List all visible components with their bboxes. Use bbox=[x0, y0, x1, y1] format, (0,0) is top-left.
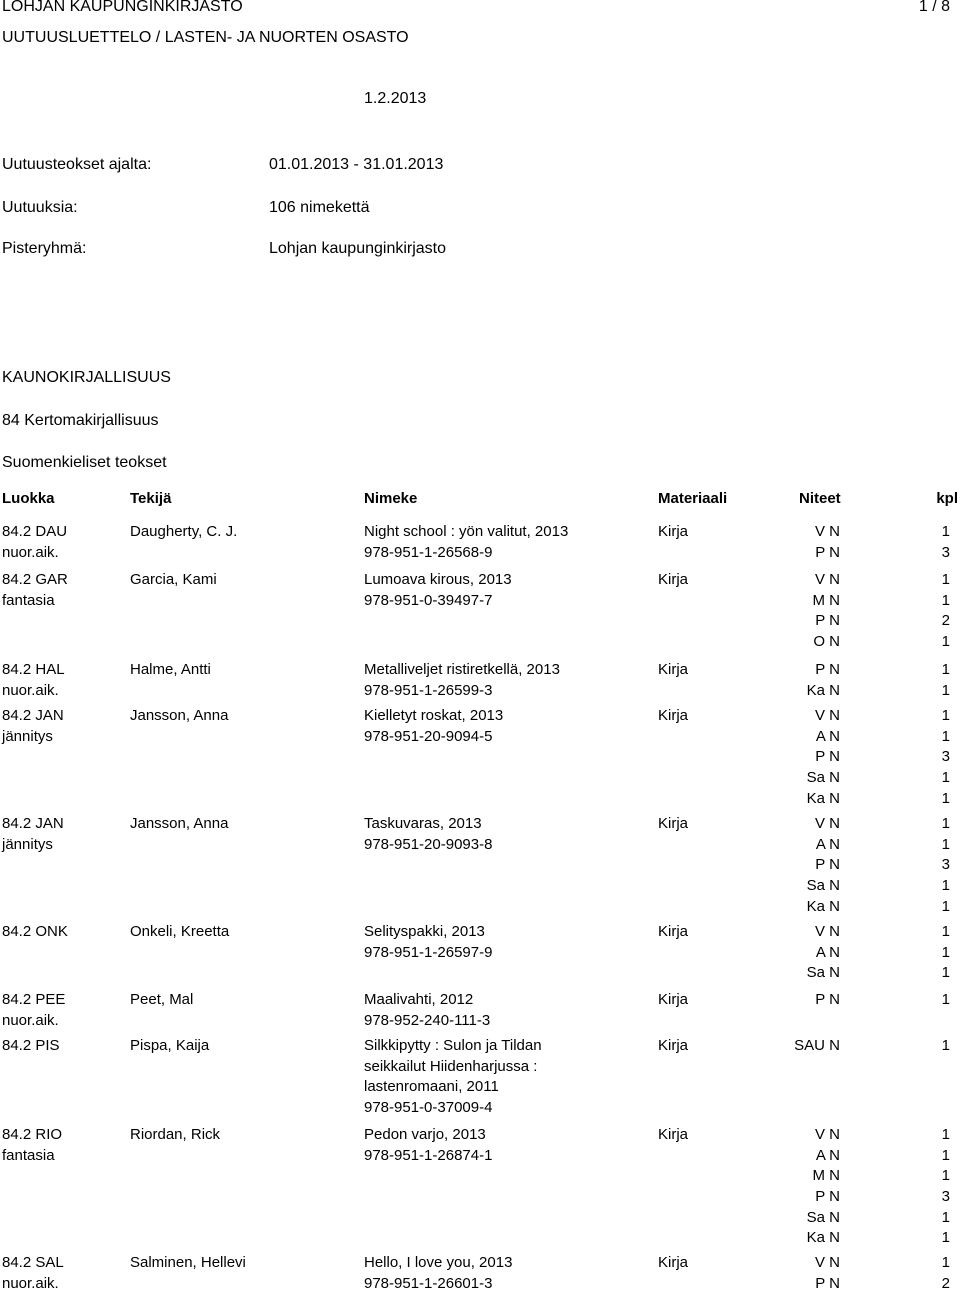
entry-count bbox=[942, 660, 950, 701]
entry-author-text: Peet, Mal bbox=[130, 991, 194, 1008]
entry-count-line: 3 bbox=[941, 1188, 950, 1206]
entry-title-line: Selityspakki, 2013 bbox=[364, 923, 485, 940]
entry-title bbox=[364, 1253, 654, 1294]
entry-material bbox=[658, 570, 688, 591]
period-label: Uutuusteokset ajalta: bbox=[2, 156, 152, 173]
entry-copies-line: V N bbox=[814, 523, 840, 540]
entry-count-line: 1 bbox=[941, 661, 950, 678]
entry-title-line: 978-951-20-9093-8 bbox=[364, 835, 493, 853]
entry-count-line: 1 bbox=[941, 1208, 950, 1226]
subsection-heading: 84 Kertomakirjallisuus bbox=[2, 412, 159, 429]
entry-copies-line: P N bbox=[815, 661, 840, 678]
entry-class bbox=[2, 1125, 62, 1166]
entry-title bbox=[364, 660, 654, 701]
entry-copies-line: P N bbox=[815, 543, 840, 561]
entry-material bbox=[658, 660, 688, 681]
entry-count-line: 1 bbox=[941, 991, 950, 1008]
entry-title bbox=[364, 1125, 654, 1166]
entry-title bbox=[364, 706, 654, 747]
entry-count-line: 3 bbox=[941, 856, 950, 874]
entry-author bbox=[130, 1125, 220, 1146]
entry-title bbox=[364, 570, 654, 611]
entry-copies-line: Sa N bbox=[806, 964, 840, 982]
entry-title-line: 978-951-1-26599-3 bbox=[364, 681, 493, 699]
entry-material bbox=[658, 990, 688, 1011]
entry-class bbox=[2, 570, 68, 611]
entry-class-line: fantasia bbox=[2, 591, 55, 609]
entry-copies-line: P N bbox=[815, 856, 840, 874]
entry-copies-line: O N bbox=[813, 633, 840, 651]
entry-class-line: nuor.aik. bbox=[2, 543, 59, 561]
entry-material bbox=[658, 1253, 688, 1274]
column-header-tekija: Tekijä bbox=[130, 490, 172, 507]
entry-count-line: 1 bbox=[941, 1146, 950, 1164]
entry-title-line: lastenromaani, 2011 bbox=[364, 1078, 499, 1096]
entry-title-line: Pedon varjo, 2013 bbox=[364, 1126, 486, 1143]
entry-title bbox=[364, 814, 654, 855]
group-label: Pisteryhmä: bbox=[2, 240, 87, 257]
entry-copies bbox=[807, 1125, 840, 1249]
entry-copies-line: V N bbox=[814, 923, 840, 940]
entry-author bbox=[130, 706, 228, 727]
entry-copies-line: P N bbox=[815, 612, 840, 630]
entry-count bbox=[942, 990, 950, 1011]
entry-material bbox=[658, 1036, 688, 1057]
entry-title-line: Hello, I love you, 2013 bbox=[364, 1254, 513, 1271]
entry-material bbox=[658, 814, 688, 835]
entry-material bbox=[658, 522, 688, 543]
entry-class bbox=[2, 660, 65, 701]
entry-count bbox=[942, 706, 950, 809]
entry-class bbox=[2, 706, 64, 747]
entry-title-line: 978-951-1-26597-9 bbox=[364, 943, 493, 961]
entry-copies-line: P N bbox=[815, 1188, 840, 1206]
entry-copies-line: Ka N bbox=[806, 789, 840, 807]
entry-class-line: nuor.aik. bbox=[2, 681, 59, 699]
count-label: Uutuuksia: bbox=[2, 199, 78, 216]
entry-title-line: Kielletyt roskat, 2013 bbox=[364, 707, 504, 724]
period-value: 01.01.2013 - 31.01.2013 bbox=[269, 156, 444, 173]
entry-copies-line: P N bbox=[815, 748, 840, 766]
entry-class-line: nuor.aik. bbox=[2, 1011, 59, 1029]
entry-copies bbox=[807, 922, 840, 984]
column-header-nimeke: Nimeke bbox=[364, 490, 418, 507]
entry-count-line: 1 bbox=[941, 897, 950, 915]
entry-count-line: 1 bbox=[941, 964, 950, 982]
entry-class-line: fantasia bbox=[2, 1146, 55, 1164]
entry-copies-line: SAU N bbox=[794, 1037, 840, 1054]
section-heading: KAUNOKIRJALLISUUS bbox=[2, 369, 171, 386]
entry-count-line: 1 bbox=[941, 571, 950, 588]
entry-title-line: 978-951-0-37009-4 bbox=[364, 1099, 493, 1117]
entry-count bbox=[942, 814, 950, 917]
entry-copies bbox=[794, 1036, 840, 1057]
entry-count-line: 1 bbox=[941, 523, 950, 540]
language-heading: Suomenkieliset teokset bbox=[2, 454, 167, 471]
entry-copies-line: Ka N bbox=[806, 681, 840, 699]
entry-author bbox=[130, 522, 237, 543]
list-title: UUTUUSLUETTELO / LASTEN- JA NUORTEN OSASTO bbox=[2, 29, 409, 46]
entry-count-line: 1 bbox=[941, 1229, 950, 1247]
entry-count-line: 1 bbox=[941, 789, 950, 807]
entry-count-line: 1 bbox=[941, 1037, 950, 1054]
entry-title bbox=[364, 522, 654, 563]
list-date: 1.2.2013 bbox=[364, 90, 427, 107]
entry-count-line: 1 bbox=[941, 591, 950, 609]
entry-count-line: 1 bbox=[941, 681, 950, 699]
entry-author bbox=[130, 570, 217, 591]
entry-title-line: 978-951-1-26874-1 bbox=[364, 1146, 493, 1164]
entry-class-line: 84.2 PIS bbox=[2, 1037, 60, 1054]
entry-title-line: Silkkipytty : Sulon ja Tildan bbox=[364, 1037, 542, 1054]
entry-material-text: Kirja bbox=[658, 571, 689, 588]
entry-count-line: 1 bbox=[941, 633, 950, 651]
entry-author-text: Garcia, Kami bbox=[130, 571, 217, 588]
entry-count bbox=[942, 1036, 950, 1057]
entry-title bbox=[364, 990, 654, 1031]
entry-class bbox=[2, 522, 67, 563]
entry-copies-line: V N bbox=[814, 571, 840, 588]
entry-copies-line: V N bbox=[814, 1126, 840, 1143]
entry-class-line: 84.2 JAN bbox=[2, 815, 64, 832]
entry-title-line: Taskuvaras, 2013 bbox=[364, 815, 482, 832]
entry-count bbox=[942, 1253, 950, 1294]
column-header-niteet: Niteet bbox=[799, 490, 841, 507]
entry-author bbox=[130, 922, 229, 943]
entry-title-line: Night school : yön valitut, 2013 bbox=[364, 523, 569, 540]
entry-material bbox=[658, 1125, 688, 1146]
entry-material-text: Kirja bbox=[658, 661, 689, 678]
entry-class bbox=[2, 990, 65, 1031]
entry-copies-line: A N bbox=[815, 835, 840, 853]
entry-count-line: 1 bbox=[941, 1167, 950, 1185]
entry-class-line: 84.2 SAL bbox=[2, 1254, 64, 1271]
entry-author bbox=[130, 1253, 246, 1274]
entry-material-text: Kirja bbox=[658, 815, 689, 832]
entry-material-text: Kirja bbox=[658, 991, 689, 1008]
entry-author-text: Jansson, Anna bbox=[130, 815, 229, 832]
entry-author-text: Daugherty, C. J. bbox=[130, 523, 238, 540]
entry-class-line: 84.2 GAR bbox=[2, 571, 68, 588]
entry-copies bbox=[807, 706, 840, 809]
entry-class bbox=[2, 922, 68, 943]
entry-class-line: 84.2 RIO bbox=[2, 1126, 63, 1143]
entry-copies-line: V N bbox=[814, 707, 840, 724]
column-header-kpl: kpl bbox=[936, 490, 958, 507]
entry-class-line: 84.2 HAL bbox=[2, 661, 65, 678]
entry-author-text: Onkeli, Kreetta bbox=[130, 923, 230, 940]
entry-copies bbox=[815, 990, 840, 1011]
entry-count bbox=[942, 570, 950, 653]
entry-count-line: 1 bbox=[941, 1254, 950, 1271]
entry-author bbox=[130, 990, 193, 1011]
entry-copies-line: Sa N bbox=[806, 769, 840, 787]
entry-class-line: nuor.aik. bbox=[2, 1274, 59, 1292]
entry-title-line: Metalliveljet ristiretkellä, 2013 bbox=[364, 661, 560, 678]
entry-count-line: 2 bbox=[941, 1274, 950, 1292]
entry-material-text: Kirja bbox=[658, 1037, 689, 1054]
entry-class-line: 84.2 ONK bbox=[2, 923, 68, 940]
entry-title bbox=[364, 922, 654, 963]
entry-copies-line: Sa N bbox=[806, 1208, 840, 1226]
entry-copies-line: M N bbox=[812, 591, 840, 609]
entry-count-line: 1 bbox=[941, 727, 950, 745]
entry-class-line: 84.2 PEE bbox=[2, 991, 66, 1008]
entry-copies-line: V N bbox=[814, 1254, 840, 1271]
entry-title-line: 978-952-240-111-3 bbox=[364, 1011, 491, 1029]
entry-copies-line: A N bbox=[815, 943, 840, 961]
entry-class bbox=[2, 814, 64, 855]
count-value: 106 nimekettä bbox=[269, 199, 370, 216]
entry-author-text: Jansson, Anna bbox=[130, 707, 229, 724]
entry-title-line: 978-951-1-26601-3 bbox=[364, 1274, 493, 1292]
entry-count-line: 2 bbox=[941, 612, 950, 630]
entry-author bbox=[130, 1036, 209, 1057]
entry-count-line: 3 bbox=[941, 748, 950, 766]
entry-class-line: 84.2 DAU bbox=[2, 523, 68, 540]
entry-title-line: Lumoava kirous, 2013 bbox=[364, 571, 512, 588]
entry-title-line: 978-951-0-39497-7 bbox=[364, 591, 493, 609]
entry-count-line: 1 bbox=[941, 707, 950, 724]
entry-count-line: 3 bbox=[941, 543, 950, 561]
entry-author-text: Salminen, Hellevi bbox=[130, 1254, 246, 1271]
entry-title-line: 978-951-1-26568-9 bbox=[364, 543, 493, 561]
entry-copies-line: Ka N bbox=[806, 897, 840, 915]
entry-author bbox=[130, 814, 228, 835]
entry-copies bbox=[815, 1253, 840, 1294]
entry-copies bbox=[813, 570, 841, 653]
entry-copies bbox=[807, 814, 840, 917]
entry-count-line: 1 bbox=[941, 1126, 950, 1143]
library-name: LOHJAN KAUPUNGINKIRJASTO bbox=[2, 0, 243, 15]
entry-class bbox=[2, 1036, 60, 1057]
entry-count-line: 1 bbox=[941, 877, 950, 895]
entry-copies-line: V N bbox=[814, 815, 840, 832]
page-number: 1 / 8 bbox=[918, 0, 950, 15]
entry-material-text: Kirja bbox=[658, 1126, 689, 1143]
entry-material bbox=[658, 706, 688, 727]
entry-count bbox=[942, 522, 950, 563]
column-header-luokka: Luokka bbox=[2, 490, 55, 507]
entry-class-line: jännitys bbox=[2, 727, 53, 745]
entry-material-text: Kirja bbox=[658, 1254, 689, 1271]
entry-count-line: 1 bbox=[941, 835, 950, 853]
entry-author-text: Riordan, Rick bbox=[130, 1126, 221, 1143]
entry-count-line: 1 bbox=[941, 769, 950, 787]
entry-copies-line: P N bbox=[815, 1274, 840, 1292]
entry-title-line: Maalivahti, 2012 bbox=[364, 991, 474, 1008]
entry-author-text: Halme, Antti bbox=[130, 661, 211, 678]
entry-copies-line: A N bbox=[815, 727, 840, 745]
entry-copies bbox=[807, 660, 840, 701]
entry-author bbox=[130, 660, 211, 681]
entry-material-text: Kirja bbox=[658, 923, 689, 940]
group-value: Lohjan kaupunginkirjasto bbox=[269, 240, 447, 257]
entry-copies bbox=[815, 522, 840, 563]
entry-material-text: Kirja bbox=[658, 707, 689, 724]
entry-class bbox=[2, 1253, 64, 1294]
entry-copies-line: M N bbox=[812, 1167, 840, 1185]
entry-title-line: seikkailut Hiidenharjussa : bbox=[364, 1057, 538, 1075]
entry-count-line: 1 bbox=[941, 815, 950, 832]
entry-copies-line: P N bbox=[815, 991, 840, 1008]
entry-title bbox=[364, 1036, 654, 1119]
entry-copies-line: Ka N bbox=[806, 1229, 840, 1247]
entry-material bbox=[658, 922, 688, 943]
entry-count-line: 1 bbox=[941, 923, 950, 940]
entry-class-line: 84.2 JAN bbox=[2, 707, 64, 724]
entry-author-text: Pispa, Kaija bbox=[130, 1037, 210, 1054]
entry-copies-line: Sa N bbox=[806, 877, 840, 895]
entry-copies-line: A N bbox=[815, 1146, 840, 1164]
entry-count bbox=[942, 922, 950, 984]
entry-class-line: jännitys bbox=[2, 835, 53, 853]
entry-count bbox=[942, 1125, 950, 1249]
entry-count-line: 1 bbox=[941, 943, 950, 961]
column-header-materiaali: Materiaali bbox=[658, 490, 728, 507]
entry-title-line: 978-951-20-9094-5 bbox=[364, 727, 493, 745]
entry-material-text: Kirja bbox=[658, 523, 689, 540]
